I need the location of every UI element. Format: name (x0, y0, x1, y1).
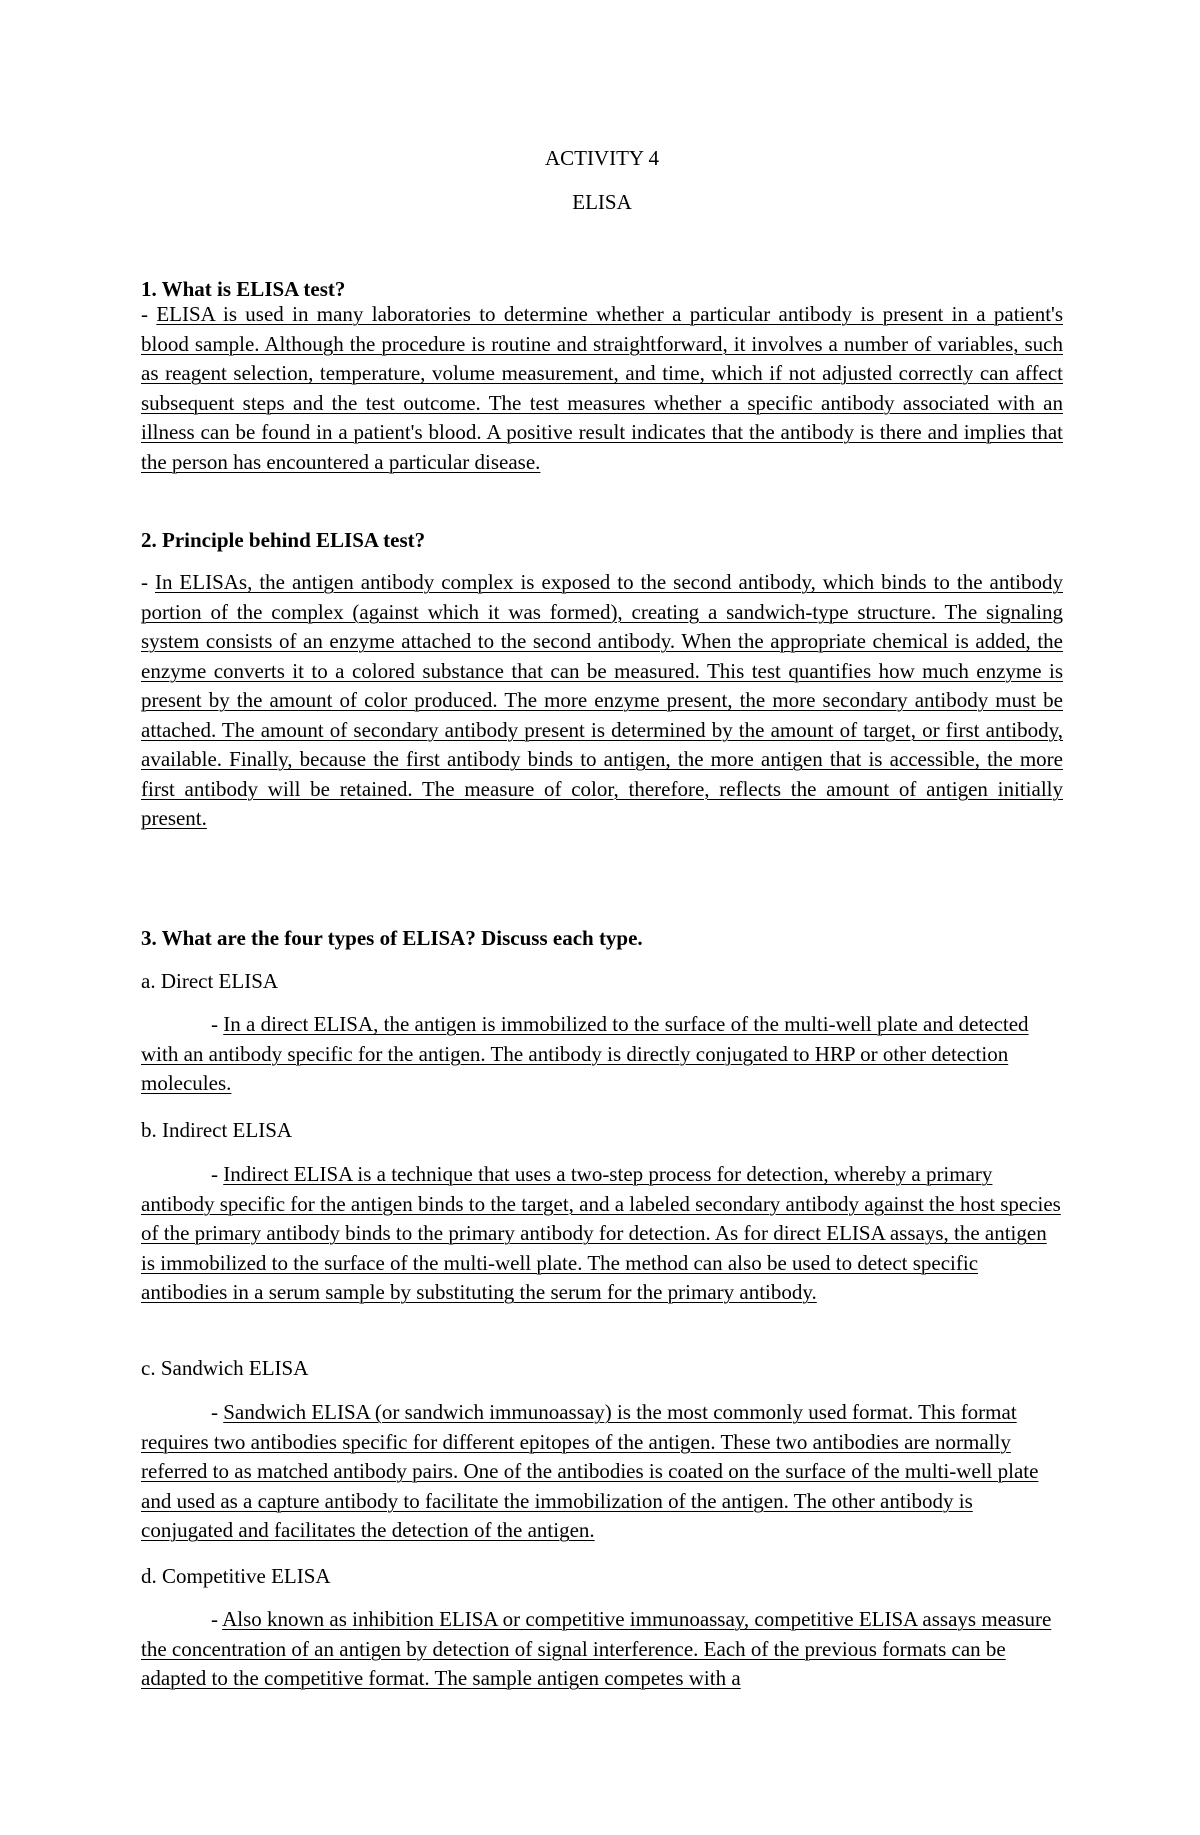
type-b-answer (141, 1160, 1063, 1308)
type-a-answer-text: In a direct ELISA, the antigen is immobilized to the surface of the multi-well plate and detected with an antibody specific for the antigen. The antibody is directly conjugated to HRP or other detection molecules. (141, 1012, 1029, 1095)
answer-prefix: - (211, 1012, 224, 1036)
question-1-answer-text: ELISA is used in many laboratories to determine whether a particular antibody is present in a patient's blood sample. Although the procedure is routine and straightforward, it involves a number of variables, such as reagent selection, temperature, volume measurement, and time, which if not adjusted correctly can affect subsequent steps and the test outcome. The test measures whether a specific antibody associated with an illness can be found in a patient's blood. A positive result indicates that the antibody is there and implies that the person has encountered a particular disease. (141, 302, 1064, 474)
type-a-answer (141, 1010, 1063, 1099)
answer-prefix: - (141, 570, 155, 594)
question-1-answer (141, 300, 1063, 477)
answer-prefix: - (141, 302, 157, 326)
type-c-answer-text: Sandwich ELISA (or sandwich immunoassay) is the most commonly used format. This format requires two antibodies specific for different epitopes of the antigen. These two antibodies are normally referred to as matched antibody pairs. One of the antibodies is coated on the surface of the multi-well plate and used as a capture antibody to facilitate the immobilization of the antigen. The other antibody is conjugated and facilitates the detection of the antigen. (141, 1400, 1039, 1542)
type-d-answer-text: Also known as inhibition ELISA or competitive immunoassay, competitive ELISA assays measure the concentration of an antigen by detection of signal interference. Each of the previous formats can be adapted to the competitive format. The sample antigen competes with a (141, 1607, 1052, 1690)
question-1-heading: 1. What is ELISA test? (141, 277, 346, 301)
type-c-answer (141, 1398, 1063, 1546)
type-d-label: d. Competitive ELISA (141, 1564, 331, 1588)
document-title: ACTIVITY 4 (544, 146, 660, 170)
type-a-label: a. Direct ELISA (141, 969, 279, 993)
type-b-label: b. Indirect ELISA (141, 1118, 293, 1142)
type-c-label: c. Sandwich ELISA (141, 1356, 309, 1380)
document-subtitle: ELISA (572, 190, 632, 214)
question-3-heading: 3. What are the four types of ELISA? Discuss each type. (141, 926, 643, 950)
answer-prefix: - (211, 1162, 224, 1186)
question-2-answer (141, 568, 1063, 834)
question-2-heading: 2. Principle behind ELISA test? (141, 528, 426, 552)
type-d-answer (141, 1605, 1063, 1694)
answer-prefix: - (211, 1400, 224, 1424)
answer-prefix: - (211, 1607, 223, 1631)
type-b-answer-text: Indirect ELISA is a technique that uses a two-step process for detection, whereby a primary antibody specific for the antigen binds to the target, and a labeled secondary antibody against the host species of the primary antibody binds to the primary antibody for detection. As for direct ELISA assays, the antigen is immobilized to the surface of the multi-well plate. The method can also be used to detect specific antibodies in a serum sample by substituting the serum for the primary antibody. (141, 1162, 1061, 1304)
question-2-answer-text: In ELISAs, the antigen antibody complex is exposed to the second antibody, which binds to the antibody portion of the complex (against which it was formed), creating a sandwich-type structure. The signaling system consists of an enzyme attached to the second antibody. When the appropriate chemical is added, the enzyme converts it to a colored substance that can be measured. This test quantifies how much enzyme is present by the amount of color produced. The more enzyme present, the more secondary antibody must be attached. The amount of secondary antibody present is determined by the amount of target, or first antibody, available. Finally, because the first antibody binds to antigen, the more antigen that is accessible, the more first antibody will be retained. The measure of color, therefore, reflects the amount of antigen initially present. (141, 570, 1063, 830)
